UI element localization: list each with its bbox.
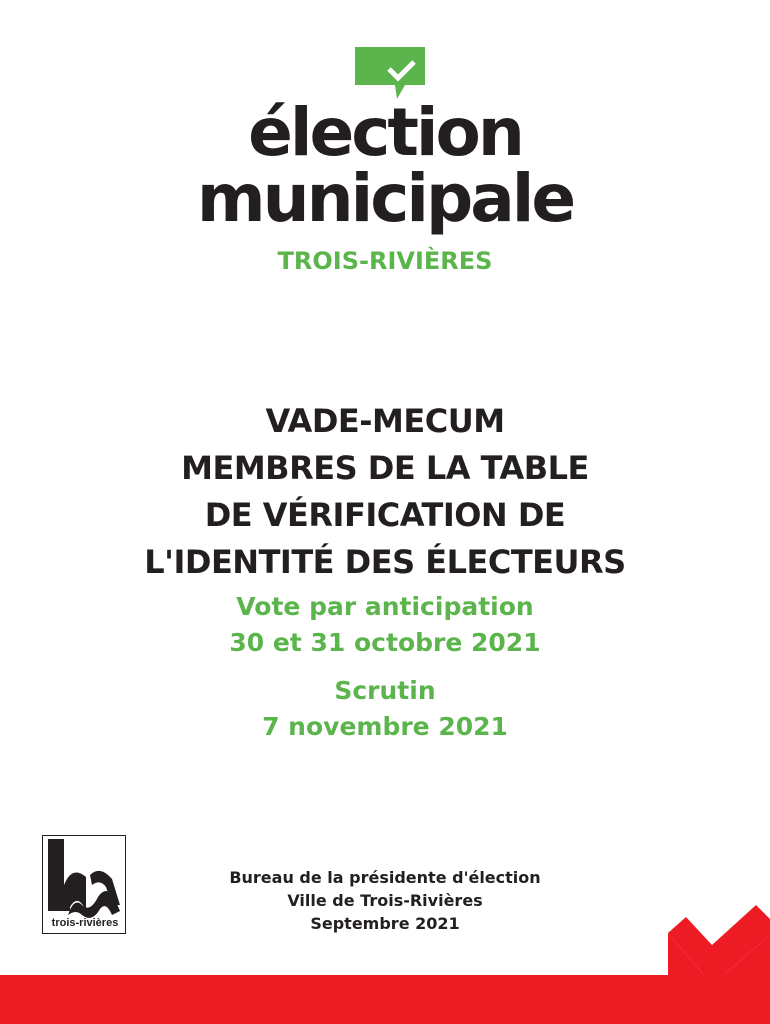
document-heading <box>0 398 770 586</box>
checkmark-icon <box>668 905 770 1024</box>
city-logo-text: trois-rivières <box>51 917 119 929</box>
title-municipale: municipale <box>196 160 574 237</box>
footer-block <box>185 866 585 935</box>
election-day-label: Scrutin <box>334 676 436 705</box>
advance-vote-dates: 30 et 31 octobre 2021 <box>229 628 541 657</box>
heading-line: MEMBRES DE LA TABLE <box>181 449 589 487</box>
heading-line: VADE-MECUM <box>265 402 505 440</box>
footer-date: Septembre 2021 <box>310 914 460 933</box>
advance-vote-label: Vote par anticipation <box>236 592 534 621</box>
footer-office: Bureau de la présidente d'élection <box>229 868 541 887</box>
footer-city: Ville de Trois-Rivières <box>287 891 483 910</box>
heading-line: DE VÉRIFICATION DE <box>204 496 566 534</box>
city-name: TROIS-RIVIÈRES <box>277 247 493 275</box>
election-day-date: 7 novembre 2021 <box>262 712 508 741</box>
red-band <box>0 975 770 1024</box>
heading-line: L'IDENTITÉ DES ÉLECTEURS <box>144 543 626 581</box>
speech-bubble-check-icon <box>353 45 427 100</box>
title-election: élection <box>248 94 522 171</box>
